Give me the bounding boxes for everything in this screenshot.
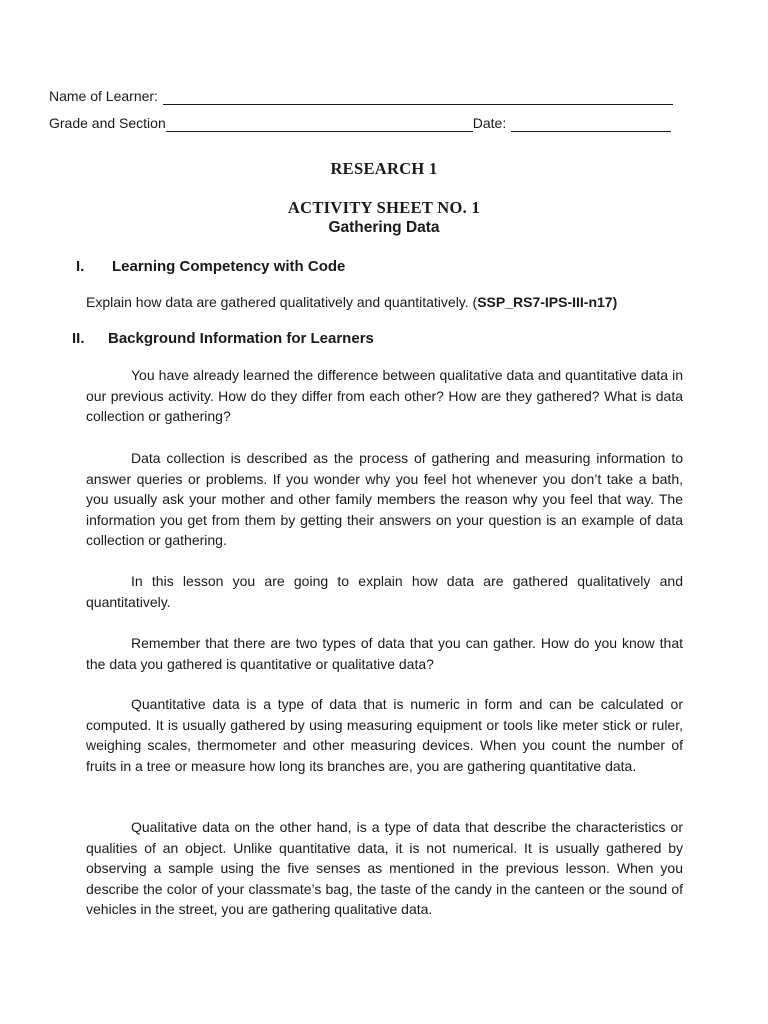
paragraph-intro: You have already learned the difference between qualitative data and quantitative data in our previous activity. How do they differ from each other? How are they gathered? What is data collection or gathering? (86, 367, 683, 425)
section-title: Learning Competency with Code (112, 258, 346, 275)
competency-code: SSP_RS7-IPS-III-n17) (477, 294, 618, 310)
grade-section-label: Grade and Section (49, 115, 166, 131)
section-heading-background (72, 330, 374, 347)
section-title: Background Information for Learners (108, 330, 374, 347)
grade-section-row (49, 115, 671, 132)
section-number: I. (76, 258, 85, 275)
grade-section-blank (166, 117, 473, 132)
learner-name-row (49, 88, 673, 105)
document-title: RESEARCH 1 (330, 159, 438, 178)
activity-sheet-title: ACTIVITY SHEET NO. 1 (287, 198, 481, 217)
paragraph-data-collection: Data collection is described as the process of gathering and measuring information to answer queries or problems. If you wonder why you feel hot whenever you don’t take a bath, you usually ask your mother and other family members the reason why you feel that way. The information you get from them by getting their answers on your question is an example of data collection or gathering. (86, 450, 683, 549)
paragraph-quantitative: Quantitative data is a type of data that is numeric in form and can be calculated or computed. It is usually gathered by using measuring equipment or tools like meter stick or ruler, weighing scales, thermometer and other measuring devices. When you count the number of fruits in a tree or measure how long its branches are, you are gathering quantitative data. (86, 696, 683, 774)
date-blank (511, 117, 671, 132)
learner-name-label: Name of Learner: (49, 88, 158, 104)
section-number: II. (72, 330, 85, 347)
topic-title: Gathering Data (328, 219, 440, 236)
date-label: Date: (472, 115, 507, 131)
learner-name-blank (163, 90, 673, 105)
competency-text: Explain how data are gathered qualitatively and quantitatively. ( (86, 294, 478, 310)
paragraph-two-types: Remember that there are two types of data that you can gather. How do you know that the data you gathered is quantitative or qualitative data? (86, 635, 683, 672)
section-heading-competency (76, 258, 345, 275)
paragraph-qualitative: Qualitative data on the other hand, is a type of data that describe the characteristics or qualities of an object. Unlike quantitative data, it is not numerical. It is usually gathered by observing a sample using the five senses as mentioned in the previous lesson. When you describe the color of your classmate’s bag, the taste of the candy in the canteen or the sound of vehicles in the street, you are gathering qualitative data. (86, 819, 683, 918)
competency-statement (86, 294, 617, 310)
paragraph-lesson-goal: In this lesson you are going to explain how data are gathered qualitatively and quantitatively. (86, 573, 683, 610)
